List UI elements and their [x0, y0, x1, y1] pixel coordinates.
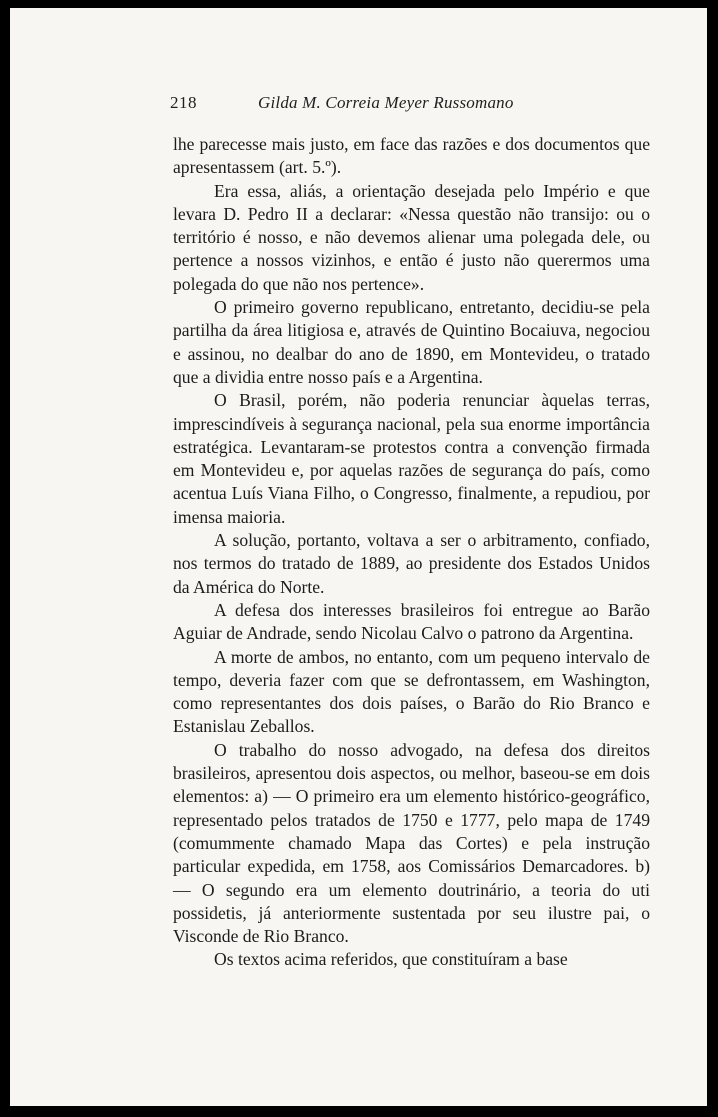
paragraph: O primeiro governo republicano, entretanto, decidiu-se pela partilha da área litigiosa e, através de Quintino Bocaiuva, negociou e assinou, no dealbar do ano de 1890, em Montevideu, o tratado que a dividia entre nosso país e a Argentina.: [173, 297, 650, 387]
paragraph: A defesa dos interesses brasileiros foi entregue ao Barão Aguiar de Andrade, sendo Nicolau Calvo o patrono da Argentina.: [173, 599, 650, 644]
page-number: 218: [170, 93, 197, 112]
paragraph: A solução, portanto, voltava a ser o arbitramento, confiado, nos termos do tratado de 1889, ao presidente dos Estados Unidos da América do Norte.: [173, 530, 650, 597]
paragraph: Era essa, aliás, a orientação desejada pelo Império e que levara D. Pedro II a declarar: «Nessa questão não transijo: ou o território é nosso, e não devemos alienar uma polegada dele, ou pertence a nossos vizinhos, e então é justo não querermos uma polegada do que não nos pertence».: [173, 180, 650, 294]
paragraph: O Brasil, porém, não poderia renunciar àquelas terras, imprescindíveis à segurança nacional, pela sua enorme importância estratégica. Levantaram-se protestos contra a convenção firmada em Montevideu e, por aquelas razões de segurança do país, como acentua Luís Viana Filho, o Congresso, finalmente, a repudiou, por imensa maioria.: [173, 390, 650, 527]
running-head: Gilda M. Correia Meyer Russomano: [258, 93, 514, 112]
body-text: [173, 133, 650, 972]
book-page: [10, 8, 707, 1106]
page-header: [170, 93, 670, 117]
paragraph: A morte de ambos, no entanto, com um pequeno intervalo de tempo, deveria fazer com que se defrontassem, em Washington, como representantes dos dois países, o Barão do Rio Branco e Estanislau Zeballos.: [173, 646, 650, 737]
paragraph: O trabalho do nosso advogado, na defesa dos direitos brasileiros, apresentou dois aspectos, ou melhor, baseou-se em dois elementos: a) — O primeiro era um elemento histórico-geográfico, representado pelos tratados de 1750 e 1777, pelo mapa de 1749 (comummente chamado Mapa das Cortes) e pela instrução particular expedida, em 1758, aos Comissários Demarcadores. b) — O segundo era um elemento doutrinário, a teoria do uti possidetis, já anteriormente sustentada por seu ilustre pai, o Visconde de Rio Branco.: [173, 739, 650, 947]
paragraph: Os textos acima referidos, que constituíram a base: [214, 949, 568, 970]
paragraph: lhe parecesse mais justo, em face das razões e dos documentos que apresentassem (art. 5.º).: [173, 134, 650, 178]
